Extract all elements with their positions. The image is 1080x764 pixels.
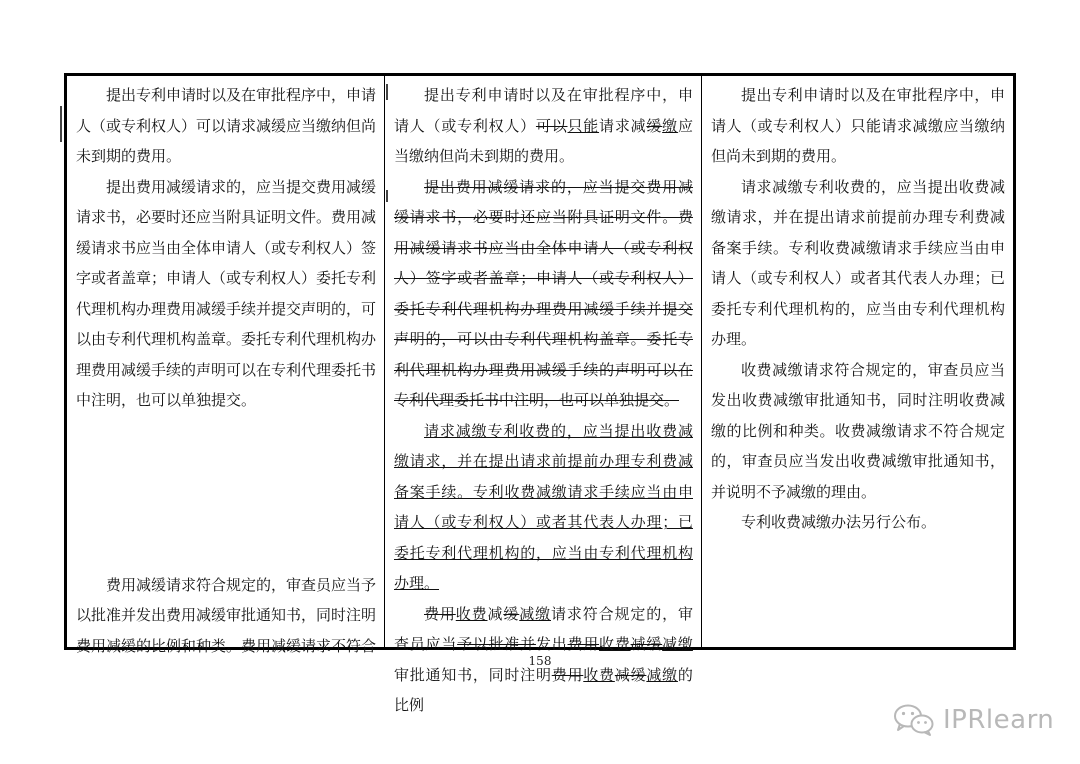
paragraph (76, 570, 376, 662)
inserted-text: 缴 (662, 116, 678, 135)
text-segment: 应当缴纳但尚未到期的费用。 (394, 116, 693, 165)
text-segment: 审批通知书，同时注明 (394, 665, 552, 684)
text-segment: 收费减缴请求符合规定的，审查员应当发出收费减缴审批通知书，同时注明收费减缴的比例和种类。收费减缴请求不符合规定的，审查员应当发出收费减缴审批通知书，并说明不予减缴的理由。 (711, 360, 1005, 501)
paragraph (76, 80, 376, 172)
wechat-icon (893, 703, 935, 737)
deleted-text: 费用 (424, 604, 456, 623)
page-number: 158 (528, 654, 552, 668)
paragraph (394, 172, 693, 416)
deleted-text: 减缓 (614, 665, 647, 684)
margin-mark (60, 106, 62, 142)
column-current-text (67, 76, 385, 655)
text-segment: 提出费用减缓请求的，应当提交费用减缓请求书，必要时还应当附具证明文件。费用减缓请求书应当由全体申请人（或专利权人）签字或者盖章；申请人（或专利权人）委托专利代理机构办理费用减缓手续并提交声明的，可以由专利代理机构盖章。委托专利代理机构办理费用减缓手续的声明可以在专利代理委托书中注明，也可以单独提交。 (76, 177, 377, 409)
text-segment: 的比例 (394, 665, 693, 714)
column-revised-text (702, 76, 1013, 647)
inserted-text: 收费 (455, 604, 488, 623)
paragraph (711, 172, 1005, 355)
margin-mark (386, 190, 388, 202)
inserted-text: 请求减缴专利收费的，应当提出收费减缴请求，并在提出请求前提前办理专利费减备案手续。专利收费减缴请求手续应当由申请人（或专利权人）或者其代表人办理；已委托专利代理机构的，应当由专利代理机构办理。 (394, 421, 693, 592)
deleted-text: 缓 (503, 604, 520, 623)
text-segment: 提出专利申请时以及在审批程序中，申请人（或专利权人） (394, 86, 693, 135)
text-segment: 请求减 (599, 116, 647, 135)
text-segment: 发出 (535, 635, 568, 653)
blank-space (76, 416, 376, 570)
inserted-text: 减缴 (646, 665, 678, 684)
text-segment: 费用减缓请求符合规定的，审查员应当予以批准并发出费用减缓审批通知书，同时注明费用减缓的比例和种类。费用减缓请求不符合 (76, 575, 377, 655)
paragraph (711, 507, 1005, 538)
margin-mark (386, 84, 388, 100)
deleted-text: 费用 (551, 665, 584, 684)
inserted-text: 减缴 (662, 635, 693, 653)
paragraph (76, 172, 376, 416)
deleted-text: 费用 (567, 635, 600, 653)
deleted-text: 可以 (535, 116, 568, 135)
text-segment: 专利收费减缴办法另行公布。 (741, 513, 937, 531)
deleted-text: 缓 (646, 116, 663, 135)
text-segment: 提出专利申请时以及在审批程序中，申请人（或专利权人）只能请求减缴应当缴纳但尚未到期的费用。 (711, 86, 1005, 165)
paragraph (711, 355, 1005, 508)
text-segment: 减 (487, 604, 504, 623)
inserted-text: 收费 (599, 635, 631, 653)
text-segment: 请求减缴专利收费的，应当提出收费减缴请求，并在提出请求前提前办理专利费减备案手续。专利收费减缴请求手续应当由申请人（或专利权人）或者其代表人办理；已委托专利代理机构的，应当由专利代理机构办理。 (711, 177, 1005, 348)
paragraph (394, 80, 693, 172)
watermark (893, 700, 1054, 740)
paragraph (394, 416, 693, 599)
deleted-text: 减缓 (630, 635, 663, 653)
inserted-text: 只能 (567, 116, 600, 135)
deleted-text: 提出费用减缓请求的，应当提交费用减缓请求书，必要时还应当附具证明文件。费用减缓请求书应当由全体申请人（或专利权人）签字或者盖章；申请人（或专利权人）委托专利代理机构办理费用减缓手续并提交声明的，可以由专利代理机构盖章。委托专利代理机构办理费用减缓手续的声明可以在专利代理委托书中注明，也可以单独提交。 (394, 177, 693, 409)
paragraph (711, 80, 1005, 172)
watermark-text: IPRlearn (943, 705, 1055, 735)
deleted-text: 予以批准并 (457, 635, 536, 653)
inserted-text: 减缴 (519, 604, 551, 623)
text-segment: 请求符合规定的，审查员应当 (394, 604, 693, 653)
text-segment: 提出专利申请时以及在审批程序中，申请人（或专利权人）可以请求减缓应当缴纳但尚未到期的费用。 (76, 86, 377, 165)
inserted-text: 收费 (583, 665, 615, 684)
